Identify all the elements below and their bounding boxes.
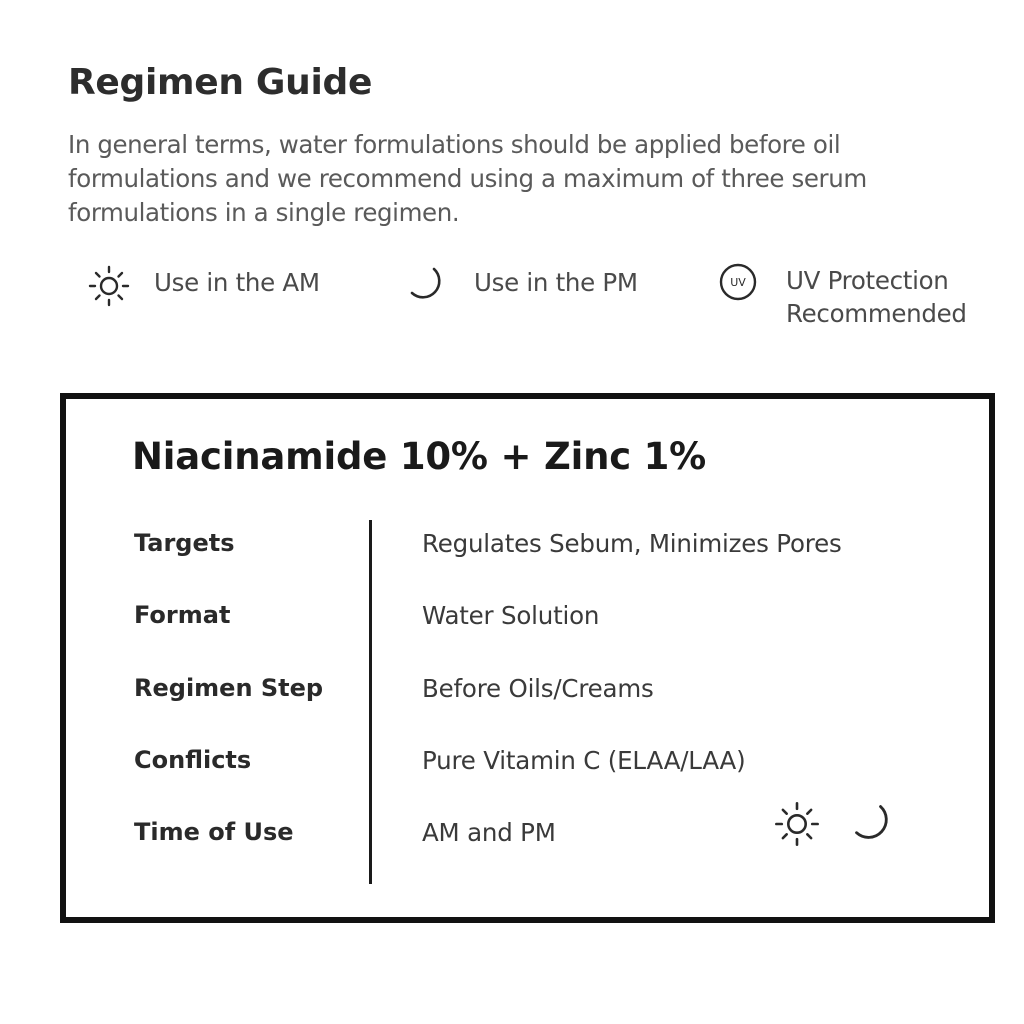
row-value-regimen-step: Before Oils/Creams xyxy=(422,674,654,703)
row-value-targets: Regulates Sebum, Minimizes Pores xyxy=(422,529,842,558)
row-label-regimen-step: Regimen Step xyxy=(134,674,324,702)
sun-icon xyxy=(772,799,822,849)
column-divider xyxy=(369,520,372,884)
row-value-format: Water Solution xyxy=(422,601,600,630)
row-value-time-of-use: AM and PM xyxy=(422,818,556,847)
row-label-format: Format xyxy=(134,601,231,629)
time-of-use-icons xyxy=(772,799,898,849)
sun-icon xyxy=(86,263,132,309)
uv-icon-text: UV xyxy=(730,276,746,289)
legend-label-am: Use in the AM xyxy=(154,268,320,297)
product-name: Niacinamide 10% + Zinc 1% xyxy=(132,435,707,478)
row-value-conflicts: Pure Vitamin C (ELAA/LAA) xyxy=(422,746,746,775)
row-label-targets: Targets xyxy=(134,529,235,557)
legend-label-pm: Use in the PM xyxy=(474,268,638,297)
page-title: Regimen Guide xyxy=(68,62,373,103)
legend-item-am xyxy=(86,266,320,309)
intro-text: In general terms, water formulations should be applied before oil formulations and we recommend using a maximum of three serum formulations in a single regimen. xyxy=(68,130,867,227)
icon-legend xyxy=(0,262,1024,342)
legend-label-uv xyxy=(786,264,967,330)
row-label-conflicts: Conflicts xyxy=(134,746,252,774)
product-card xyxy=(60,393,995,923)
row-label-time-of-use: Time of Use xyxy=(134,818,294,846)
uv-icon xyxy=(718,262,758,302)
legend-item-uv xyxy=(718,264,967,330)
moon-icon xyxy=(850,800,898,848)
moon-icon xyxy=(406,263,450,307)
legend-item-pm xyxy=(406,266,638,307)
legend-label-uv-line1: UV Protection xyxy=(786,266,949,295)
legend-label-uv-line2: Recommended xyxy=(786,299,967,328)
